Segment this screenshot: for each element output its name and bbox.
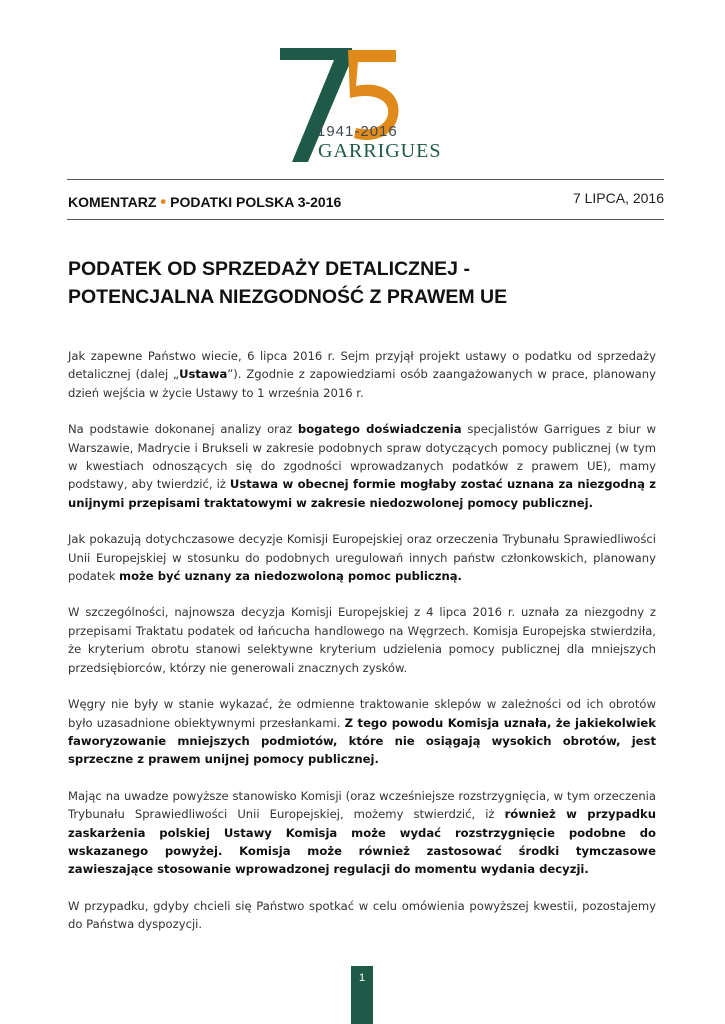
logo-name: GARRIGUES [318, 140, 442, 162]
p3-text-a: Jak pokazują dotychczasowe decyzje Komisji Europejskiej oraz orzeczenia Trybunału Sprawiedliwości Unii Europejskiej w stosunku do podobnych uregulowań innych państw członkowskich, planowany podatek [68, 532, 656, 584]
title-line-2: POTENCJALNA NIEZGODNOŚĆ Z PRAWEM UE [68, 286, 508, 308]
title-line-1: PODATEK OD SPRZEDAŻY DETALICZNEJ - [68, 258, 470, 280]
header-bottom-rule [67, 219, 664, 220]
document-date: 7 LIPCA, 2016 [572, 190, 664, 206]
paragraph-1 [68, 347, 656, 402]
p7-text-a: W przypadku, gdyby chcieli się Państwo spotkać w celu omówienia powyższej kwestii, pozostajemy do Państwa dyspozycji. [68, 898, 656, 932]
p1-text-c: ”). Zgodnie z zapowiedziami osób zaangażowanych w prace, planowany dzień wejścia w życie Ustawy to 1 września 2016 r. [68, 367, 656, 400]
document-category-line [68, 192, 341, 212]
p5-bold-d: jest sprzeczne z prawem unijnej pomocy publicznej. [68, 733, 656, 767]
p6-text-a: Mając na uwadze powyższe stanowisko Komisji (oraz wcześniejsze rozstrzygnięcia, w tym orzeczenia Trybunału Sprawiedliwości Unii Europejskiej, możemy stwierdzić, iż [68, 788, 656, 822]
p5-bold-b: Z tego powodu Komisja uznała, że jakiekolwiek faworyzowanie mniejszych podmiotów, które nie osiągają wysokich obrotów [68, 715, 656, 748]
paragraph-5 [68, 695, 656, 769]
series-label: PODATKI POLSKA 3-2016 [170, 194, 342, 210]
page-number-bar [351, 966, 373, 1024]
document-title [68, 255, 658, 311]
p2-bold-b: bogatego doświadczenia [297, 422, 462, 437]
paragraph-4 [68, 603, 656, 677]
page-number: 1 [358, 972, 366, 984]
p4-text-a: W szczególności, najnowsza decyzja Komisji Europejskiej z 4 lipca 2016 r. uznała za niezgodny z przepisami Traktatu podatek od łańcucha handlowego na Węgrzech. Komisja Europejska stwierdziła, że kryterium obrotu stanowi selektywne kryterium udzielenia pomocy publicznej dla mniejszych przedsiębiorców, którzy nie generowali znacznych zysków. [68, 605, 656, 675]
category-label: KOMENTARZ [68, 194, 157, 210]
p2-text-a: Na podstawie dokonanej analizy oraz [68, 422, 298, 437]
p3-bold-b: może być uznany za niedozwoloną pomoc publiczną. [119, 569, 462, 584]
garrigues-75-logo [270, 40, 470, 165]
logo-years: 1941-2016 [317, 123, 398, 140]
orange-bullet-icon: • [160, 192, 167, 211]
p1-bold-ustawa: Ustawa [179, 367, 228, 382]
p5-text-a: Węgry nie były w stanie wykazać, że odmienne traktowanie sklepów w zależności od ich obrotów było uzasadnione obiektywnymi przesłankami. [68, 697, 656, 730]
document-body [68, 347, 656, 952]
paragraph-3 [68, 530, 656, 585]
p6-bold-b: również w przypadku zaskarżenia polskiej Ustawy Komisja może wydać rozstrzygnięcie podobne do wskazanego powyżej. Komisja może również zastosować środki tymczasowe zawieszające stosowanie wprowadzonej regulacji do momentu wydania decyzji. [68, 807, 656, 877]
p2-text-c: specjalistów Garrigues z biur w Warszawie, Madrycie i Brukseli w zakresie podobnych spraw dotyczących pomocy publicznej (w tym w kwestiach odnoszących się do zgodności wprowadzanych podatków z prawem UE), mamy podstawy, aby twierdzić, iż [68, 422, 656, 492]
paragraph-7 [68, 897, 656, 934]
paragraph-2 [68, 420, 656, 512]
p5-red-comma: , [616, 733, 621, 748]
p2-bold-d: Ustawa w obecnej formie mogłaby zostać uznana za niezgodną z unijnymi przepisami traktatowymi w zakresie niedozwolonej pomocy publicznej. [68, 477, 657, 510]
header-top-rule [67, 179, 664, 180]
paragraph-6 [68, 787, 656, 879]
p1-text-a: Jak zapewne Państwo wiecie, 6 lipca 2016 r. Sejm przyjął projekt ustawy o podatku od sprzedaży detalicznej (dalej „ [68, 349, 656, 382]
